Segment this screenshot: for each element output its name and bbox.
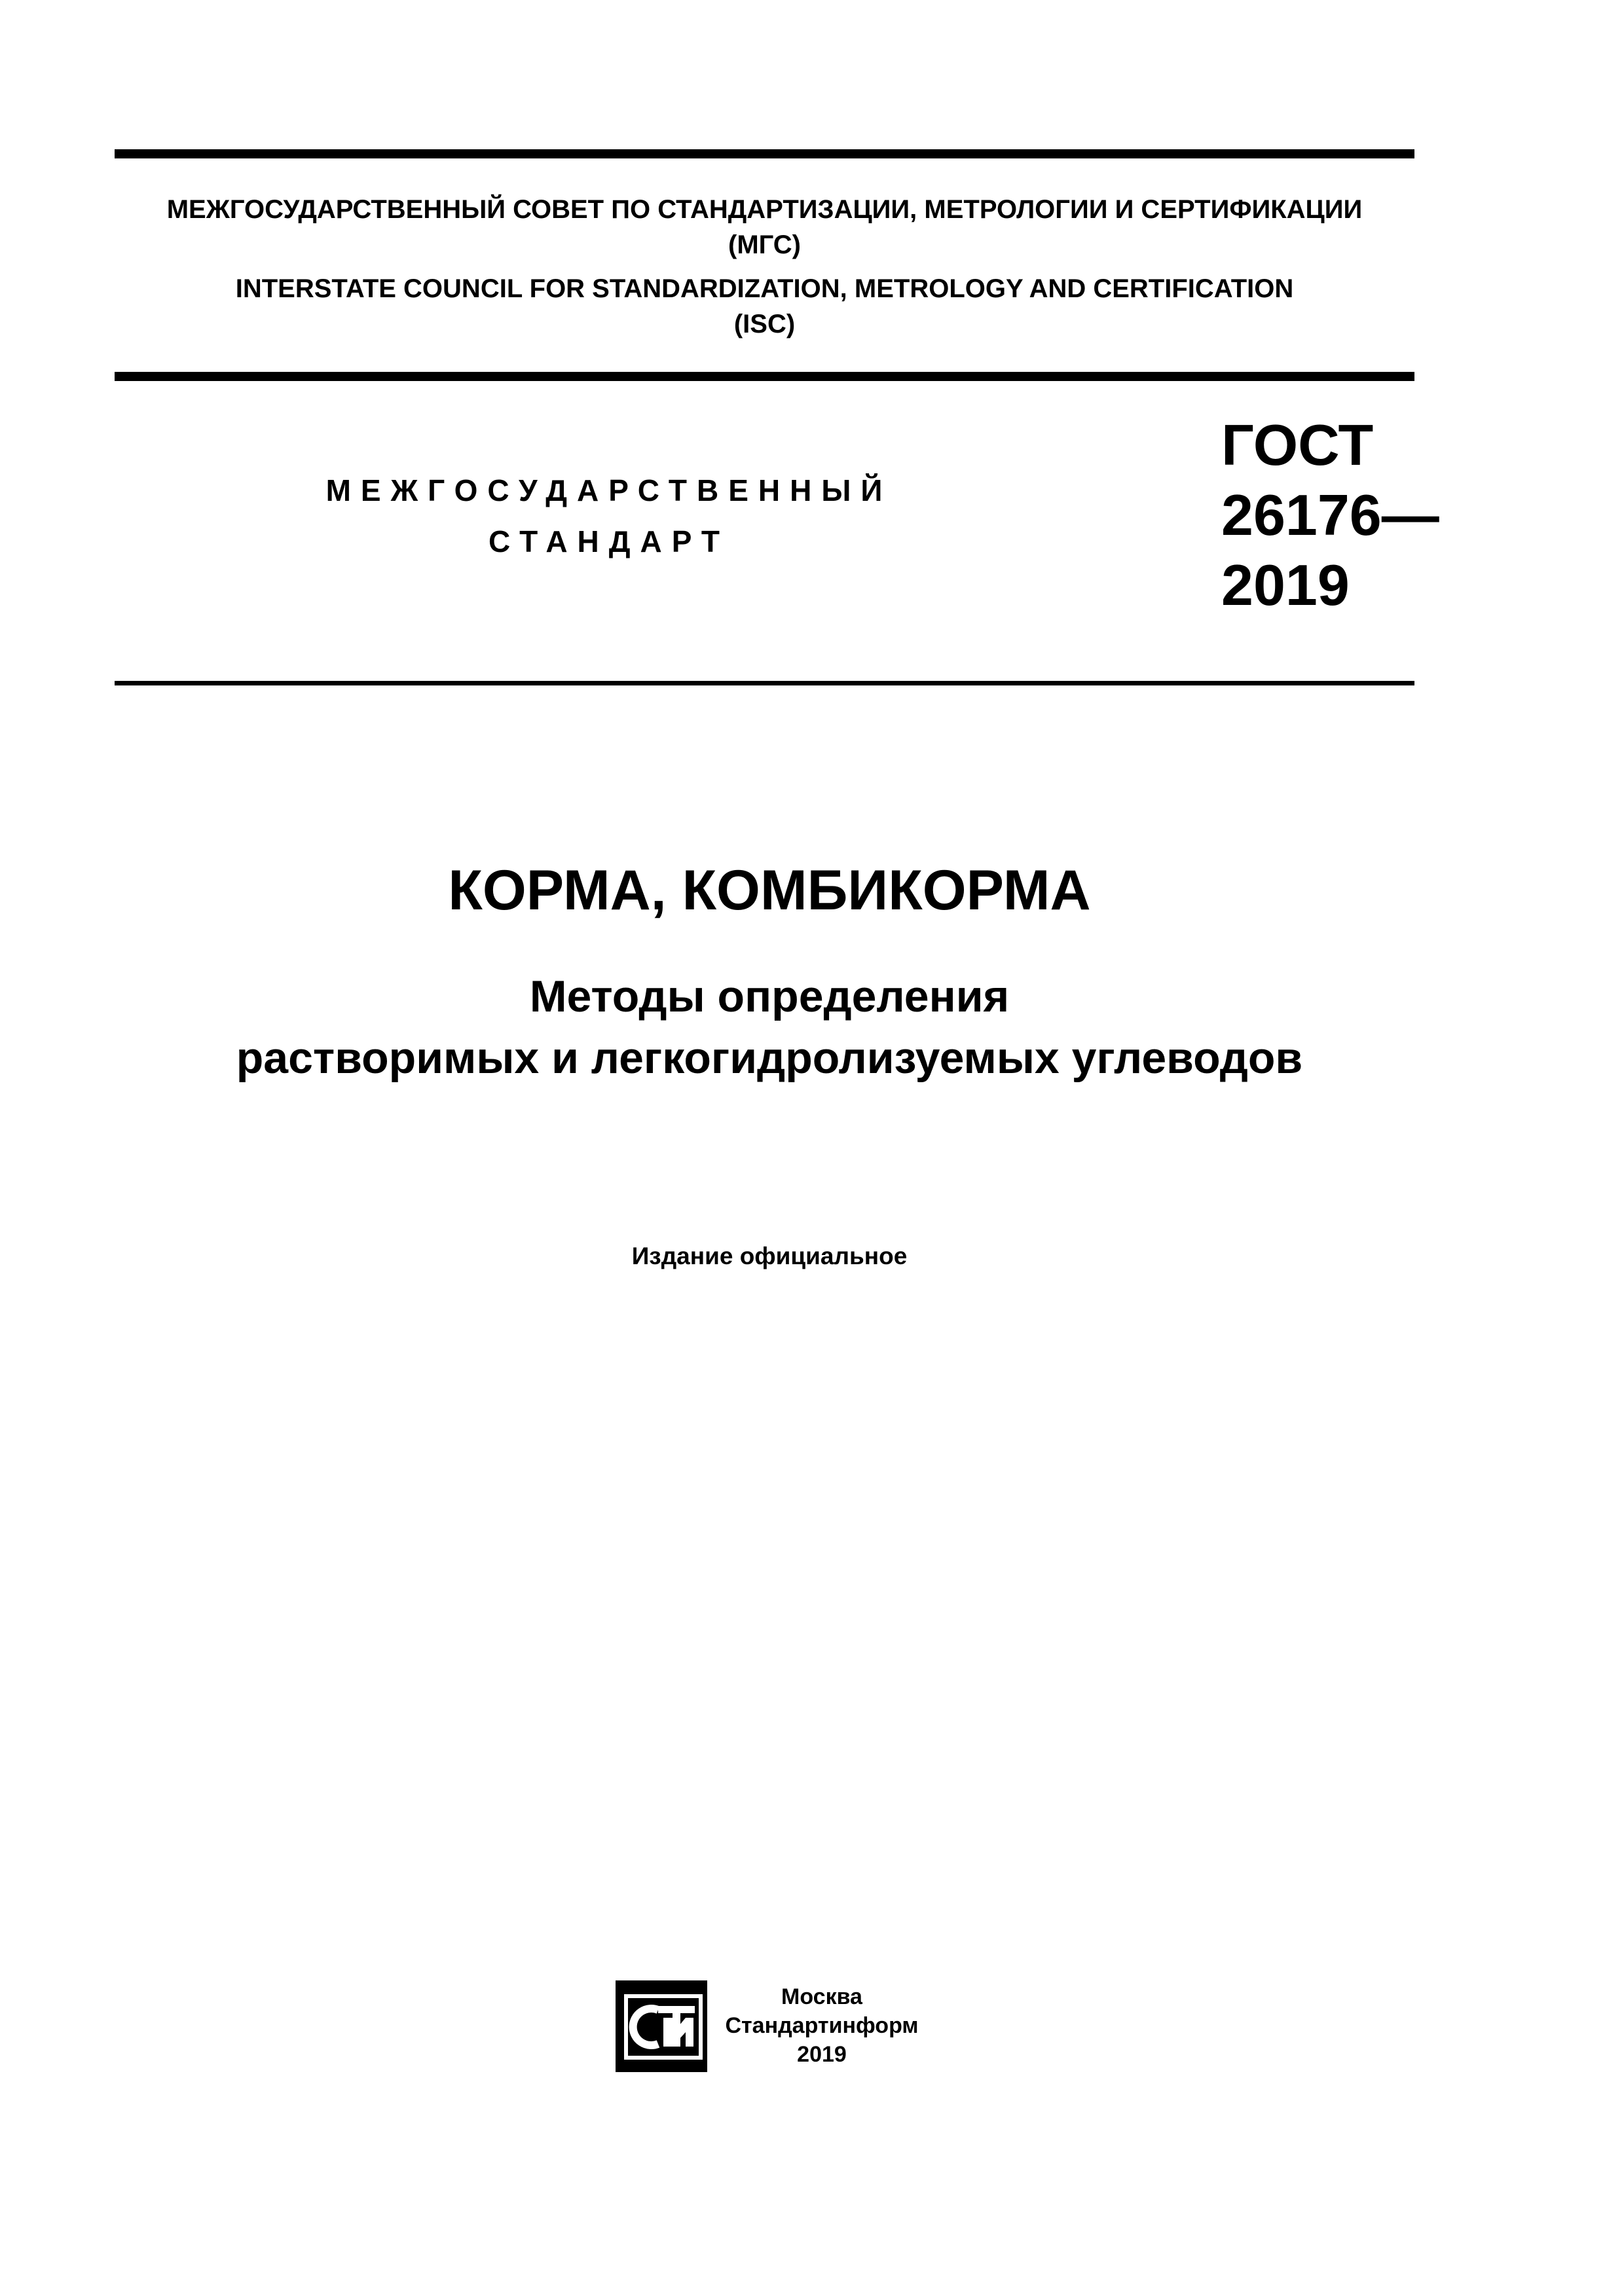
top-rule [115, 149, 1414, 158]
standartinform-logo-icon [612, 1977, 710, 2075]
publisher-block [714, 1982, 930, 2069]
gost-designation-line2: 26176— [1221, 483, 1439, 547]
gost-designation-line1: ГОСТ [1221, 412, 1374, 477]
publisher-name: Стандартинформ [725, 2013, 919, 2038]
publisher-year: 2019 [797, 2042, 847, 2067]
header-bottom-rule [115, 372, 1414, 381]
council-ru-abbr: (МГС) [728, 230, 801, 259]
council-en-line1: INTERSTATE COUNCIL FOR STANDARDIZATION, METROLOGY AND CERTIFICATION [235, 274, 1294, 303]
standard-label-line2: СТАНДАРТ [489, 524, 729, 558]
subtitle-line1: Методы определения [529, 972, 1010, 1021]
council-en-abbr: (ISC) [733, 310, 796, 338]
council-ru-line1: МЕЖГОСУДАРСТВЕННЫЙ СОВЕТ ПО СТАНДАРТИЗАЦИИ, МЕТРОЛОГИИ И СЕРТИФИКАЦИИ [166, 195, 1363, 224]
publisher-city: Москва [781, 1984, 862, 2009]
document-title: КОРМА, КОМБИКОРМА [448, 859, 1091, 922]
standard-label-line1: МЕЖГОСУДАРСТВЕННЫЙ [325, 473, 893, 507]
designation-bottom-rule [115, 681, 1414, 685]
edition-note: Издание официальное [631, 1243, 908, 1269]
subtitle-line2: растворимых и легкогидролизуемых углеводов [236, 1033, 1303, 1083]
document-subtitle [115, 966, 1424, 1089]
gost-designation-line3: 2019 [1221, 553, 1350, 617]
